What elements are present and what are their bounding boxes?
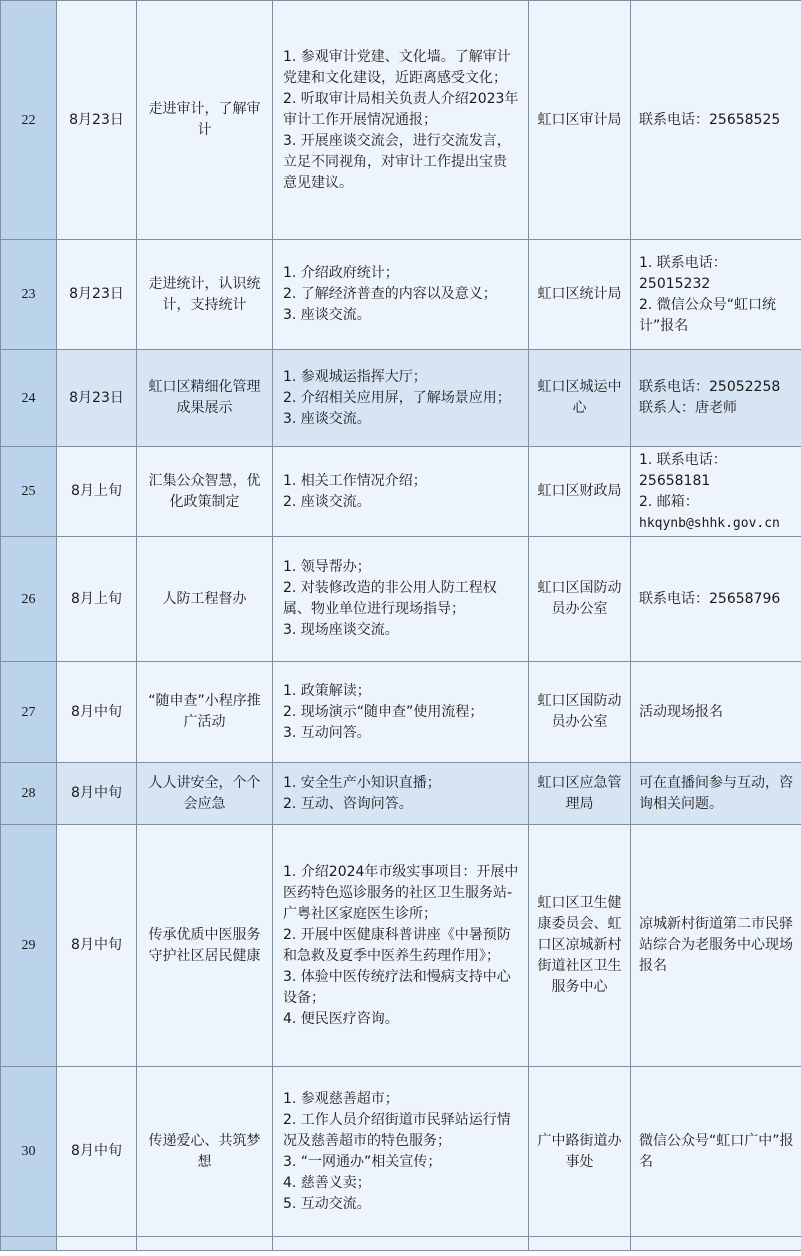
contact-line: 2. 微信公众号“虹口统计”报名 xyxy=(639,296,777,334)
table-row xyxy=(1,240,801,350)
row-content xyxy=(273,1067,529,1237)
contact-line: 微信公众号“虹口广中”报名 xyxy=(639,1132,794,1170)
row-contact xyxy=(631,1067,801,1237)
row-title: 传承优质中医服务 守护社区居民健康 xyxy=(137,825,273,1067)
row-content xyxy=(273,350,529,447)
content-line: 2. 对装修改造的非公用人防工程权属、物业单位进行现场指导； xyxy=(283,580,497,617)
contact-line: 1. 联系电话：25015232 xyxy=(639,254,727,292)
row-number: 28 xyxy=(1,763,57,825)
row-title: 人防工程督办 xyxy=(137,537,273,662)
content-line: 1. 介绍2024年市级实事项目：开展中医药特色巡诊服务的社区卫生服务站-广粤社区家庭医生诊所； xyxy=(283,863,519,922)
content-line: 3. 座谈交流。 xyxy=(283,307,371,323)
row-organizer: 虹口区财政局 xyxy=(529,447,631,537)
row-title: 走进审计，了解审计 xyxy=(137,1,273,240)
row-content xyxy=(273,447,529,537)
row-contact xyxy=(631,825,801,1067)
content-line: 2. 了解经济普查的内容以及意义； xyxy=(283,286,497,302)
row-content xyxy=(273,825,529,1067)
content-line: 3. 开展座谈交流会，进行交流发言，立足不同视角，对审计工作提出宝贵意见建议。 xyxy=(283,132,511,191)
row-contact xyxy=(631,1,801,240)
content-line: 5. 互动交流。 xyxy=(283,1195,371,1212)
row-contact xyxy=(631,662,801,763)
contact-email[interactable]: hkqynb@shhk.gov.cn xyxy=(639,515,780,531)
row-number-cut xyxy=(1,1237,57,1251)
row-contact xyxy=(631,350,801,447)
row-number: 27 xyxy=(1,662,57,763)
row-cell-cut xyxy=(631,1237,801,1251)
row-title: “随申查”小程序推广活动 xyxy=(137,662,273,763)
content-line: 1. 政策解读； xyxy=(283,682,371,699)
row-date: 8月上旬 xyxy=(57,537,137,662)
row-organizer: 虹口区国防动员办公室 xyxy=(529,662,631,763)
content-line: 2. 互动、咨询问答。 xyxy=(283,795,413,812)
content-line: 3. 互动问答。 xyxy=(283,724,371,741)
row-date: 8月中旬 xyxy=(57,1067,137,1237)
content-line: 2. 介绍相关应用屏，了解场景应用； xyxy=(283,389,511,406)
table-row xyxy=(1,662,801,763)
row-date: 8月23日 xyxy=(57,240,137,350)
row-contact xyxy=(631,537,801,662)
content-line: 2. 座谈交流。 xyxy=(283,493,371,510)
table-row xyxy=(1,447,801,537)
row-title: 传递爱心、共筑梦想 xyxy=(137,1067,273,1237)
content-line: 2. 现场演示“随申查”使用流程； xyxy=(283,703,484,720)
row-number: 23 xyxy=(1,240,57,350)
row-organizer: 虹口区国防动员办公室 xyxy=(529,537,631,662)
row-cell-cut xyxy=(137,1237,273,1251)
content-line: 1. 相关工作情况介绍； xyxy=(283,472,427,489)
row-contact xyxy=(631,240,801,350)
contact-line: 活动现场报名 xyxy=(639,703,723,720)
row-date: 8月中旬 xyxy=(57,825,137,1067)
row-number: 24 xyxy=(1,350,57,447)
content-line: 1. 参观审计党建、文化墙。了解审计党建和文化建设，近距离感受文化； xyxy=(283,48,511,86)
row-organizer: 广中路街道办事处 xyxy=(529,1067,631,1237)
row-content xyxy=(273,1,529,240)
contact-line: 联系人：唐老师 xyxy=(639,400,737,416)
table-row xyxy=(1,1067,801,1237)
content-line: 1. 介绍政府统计； xyxy=(283,265,399,281)
row-content xyxy=(273,763,529,825)
row-contact xyxy=(631,763,801,825)
content-line: 3. 座谈交流。 xyxy=(283,410,371,427)
content-line: 3. 现场座谈交流。 xyxy=(283,622,399,638)
row-number: 25 xyxy=(1,447,57,537)
table-row xyxy=(1,825,801,1067)
row-organizer: 虹口区城运中心 xyxy=(529,350,631,447)
contact-line: 可在直播间参与互动，咨询相关问题。 xyxy=(639,774,793,812)
content-line: 2. 听取审计局相关负责人介绍2023年审计工作开展情况通报； xyxy=(283,90,519,128)
table-row xyxy=(1,1,801,240)
row-number: 26 xyxy=(1,537,57,662)
content-line: 1. 领导帮办； xyxy=(283,559,371,575)
table-row xyxy=(1,350,801,447)
contact-line: 联系电话：25052258 xyxy=(639,379,781,395)
content-line: 2. 工作人员介绍街道市民驿站运行情况及慈善超市的特色服务； xyxy=(283,1111,511,1149)
contact-line: 联系电话：25658525 xyxy=(639,111,781,128)
row-cell-cut xyxy=(273,1237,529,1251)
table-row xyxy=(1,537,801,662)
content-line: 3. “一网通办”相关宣传； xyxy=(283,1153,442,1170)
row-organizer: 虹口区应急管理局 xyxy=(529,763,631,825)
content-line: 4. 便民医疗咨询。 xyxy=(283,1010,399,1027)
row-date: 8月23日 xyxy=(57,1,137,240)
row-date: 8月中旬 xyxy=(57,763,137,825)
content-line: 4. 慈善义卖； xyxy=(283,1174,371,1191)
row-cell-cut xyxy=(529,1237,631,1251)
contact-line: 联系电话：25658796 xyxy=(639,590,781,607)
row-number: 29 xyxy=(1,825,57,1067)
content-line: 1. 安全生产小知识直播； xyxy=(283,774,441,791)
contact-line: 1. 联系电话：25658181 xyxy=(639,451,727,489)
content-line: 2. 开展中医健康科普讲座《中暑预防和急救及夏季中医养生药理作用》； xyxy=(283,926,511,964)
row-number: 22 xyxy=(1,1,57,240)
row-title: 走进统计，认识统计，支持统计 xyxy=(137,240,273,350)
row-content xyxy=(273,537,529,662)
content-line: 3. 体验中医传统疗法和慢病支持中心设备； xyxy=(283,968,511,1006)
content-line: 1. 参观城运指挥大厅； xyxy=(283,368,427,385)
contact-line: 凉城新村街道第二市民驿站综合为老服务中心现场报名 xyxy=(639,916,793,974)
row-content xyxy=(273,662,529,763)
row-date: 8月23日 xyxy=(57,350,137,447)
table-row-next xyxy=(1,1237,801,1251)
row-content xyxy=(273,240,529,350)
row-contact xyxy=(631,447,801,537)
row-organizer: 虹口区卫生健康委员会、虹口区凉城新村街道社区卫生服务中心 xyxy=(529,825,631,1067)
row-cell-cut xyxy=(57,1237,137,1251)
row-title: 虹口区精细化管理成果展示 xyxy=(137,350,273,447)
row-organizer: 虹口区审计局 xyxy=(529,1,631,240)
row-date: 8月中旬 xyxy=(57,662,137,763)
table-row xyxy=(1,763,801,825)
contact-line: 2. 邮箱： xyxy=(639,493,699,510)
row-date: 8月上旬 xyxy=(57,447,137,537)
row-organizer: 虹口区统计局 xyxy=(529,240,631,350)
row-title: 人人讲安全，个个会应急 xyxy=(137,763,273,825)
row-number: 30 xyxy=(1,1067,57,1237)
content-line: 1. 参观慈善超市； xyxy=(283,1090,399,1107)
row-title: 汇集公众智慧，优化政策制定 xyxy=(137,447,273,537)
